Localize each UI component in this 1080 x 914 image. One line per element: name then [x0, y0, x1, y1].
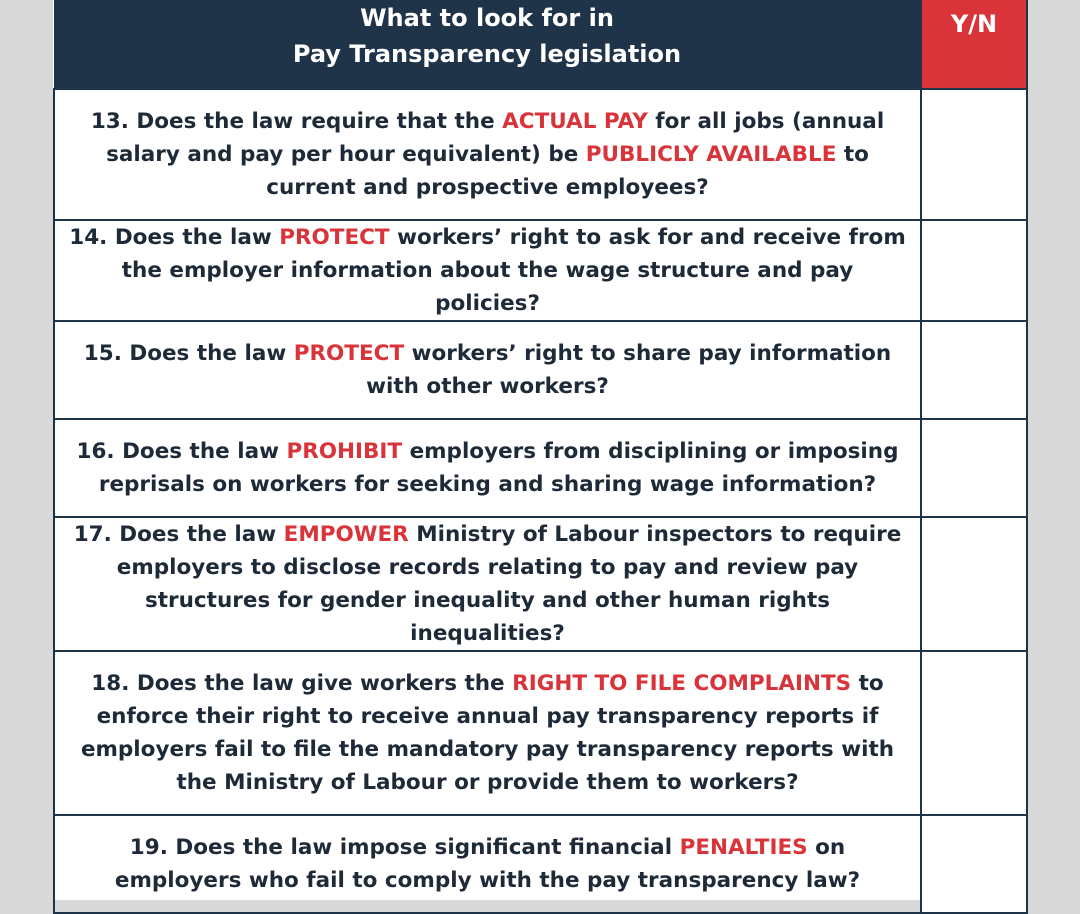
checklist-sheet [53, 0, 1026, 900]
question-text-18: 18. Does the law give workers the RIGHT TO FILE COMPLAINTS to enforce their right to receive annual pay transparency reports if employers fail to file the mandatory pay transparency reports with the Ministry of Labour or provide them to workers? [54, 651, 921, 815]
highlight-term: PUBLICLY AVAILABLE [585, 142, 837, 167]
question-row-16 [54, 419, 1027, 517]
question-text-16: 16. Does the law PROHIBIT employers from disciplining or imposing reprisals on workers for seeking and sharing wage information? [54, 419, 921, 517]
header-row [54, 0, 1027, 89]
question-text-14: 14. Does the law PROTECT workers’ right to ask for and receive from the employer information about the wage structure and pay policies? [54, 220, 921, 321]
answer-cell-17[interactable] [921, 517, 1027, 651]
highlight-term: PROHIBIT [286, 439, 403, 464]
question-column-header [54, 0, 921, 89]
answer-cell-15[interactable] [921, 321, 1027, 419]
highlight-term: RIGHT TO FILE COMPLAINTS [512, 671, 852, 696]
header-title-line1: What to look for in [360, 4, 614, 32]
highlight-term: PENALTIES [679, 835, 808, 860]
answer-column-header: Y/N [921, 0, 1027, 89]
highlight-term: EMPOWER [283, 522, 409, 547]
question-row-15 [54, 321, 1027, 419]
question-row-18 [54, 651, 1027, 815]
question-row-19 [54, 815, 1027, 913]
checklist-table [53, 0, 1028, 914]
header-title-line2: Pay Transparency legislation [292, 40, 682, 68]
highlight-term: ACTUAL PAY [502, 109, 648, 134]
highlight-term: PROTECT [293, 341, 405, 366]
answer-cell-16[interactable] [921, 419, 1027, 517]
question-text-17: 17. Does the law EMPOWER Ministry of Labour inspectors to require employers to disclose records relating to pay and review pay structures for gender inequality and other human rights inequalities? [54, 517, 921, 651]
question-row-13 [54, 89, 1027, 220]
answer-cell-19[interactable] [921, 815, 1027, 913]
answer-cell-13[interactable] [921, 89, 1027, 220]
answer-cell-14[interactable] [921, 220, 1027, 321]
question-text-15: 15. Does the law PROTECT workers’ right to share pay information with other workers? [54, 321, 921, 419]
question-text-13: 13. Does the law require that the ACTUAL PAY for all jobs (annual salary and pay per hour equivalent) be PUBLICLY AVAILABLE to current and prospective employees? [54, 89, 921, 220]
answer-cell-18[interactable] [921, 651, 1027, 815]
highlight-term: PROTECT [279, 225, 390, 250]
question-text-19: 19. Does the law impose significant financial PENALTIES on employers who fail to comply with the pay transparency law? [54, 815, 921, 913]
question-row-14 [54, 220, 1027, 321]
question-row-17 [54, 517, 1027, 651]
